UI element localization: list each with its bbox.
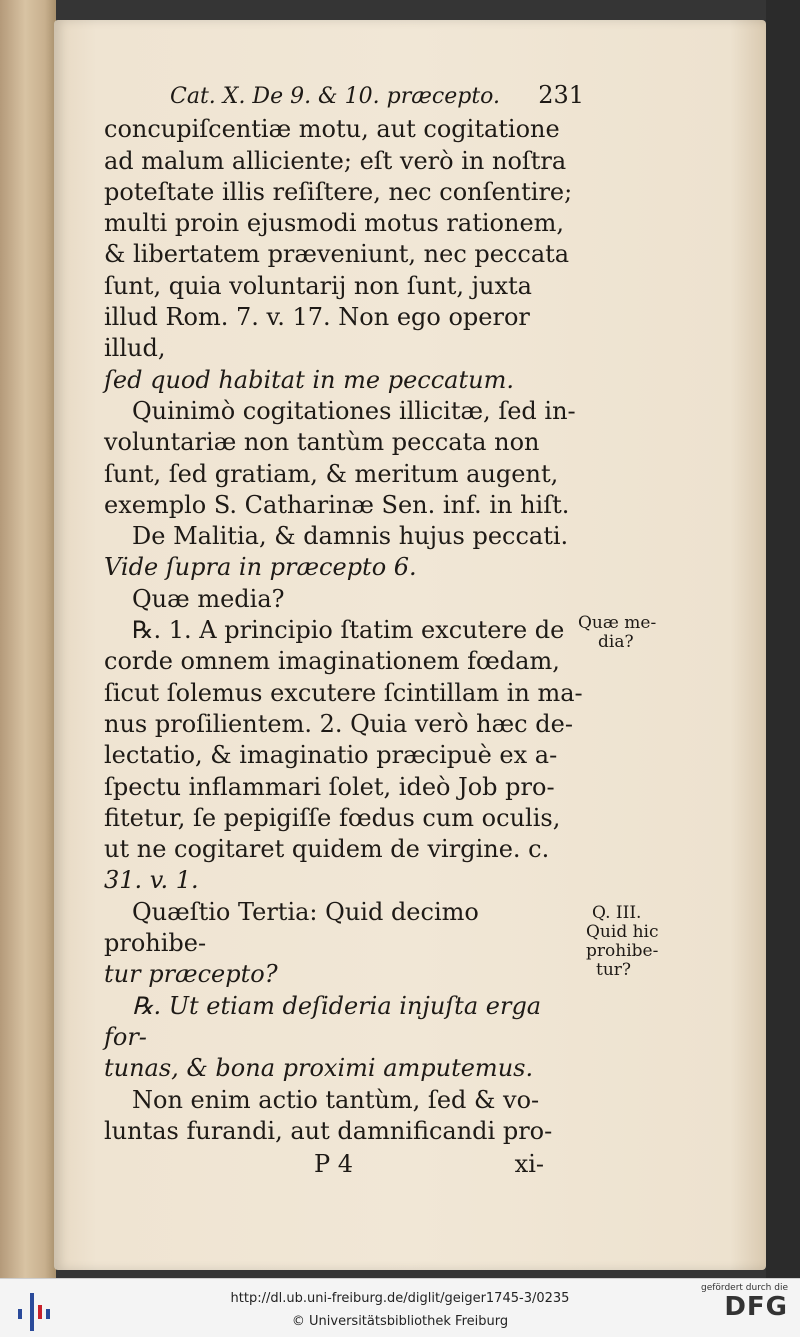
margin-note-line: Q. III. [592, 903, 642, 923]
text-line: corde omnem imaginationem fœdam, [104, 647, 560, 676]
running-title: Cat. X. De 9. & 10. præcepto. [170, 84, 501, 109]
page-text [104, 80, 584, 1180]
text-line: poteſtate illis reſiſtere, nec conſentire; [104, 177, 573, 206]
margin-note-line: dia? [598, 632, 634, 652]
text-line: 31. v. 1. [104, 866, 199, 895]
margin-note-line: tur? [596, 960, 632, 980]
margin-note-question [586, 904, 659, 980]
text-line: ſed quod habitat in me peccatum. [104, 365, 514, 394]
page-number: 231 [538, 81, 584, 109]
text-line: lectatio, & imaginatio præcipuè ex a- [104, 741, 558, 770]
viewer-footer [0, 1278, 800, 1337]
question-heading: Quæ media? [132, 584, 285, 613]
margin-note-line: prohibe- [586, 941, 659, 961]
left-page-edge [0, 0, 56, 1278]
text-line: ſunt, ſed gratiam, & meritum augent, [104, 459, 559, 488]
text-line: ℞. 1. A principio ſtatim excutere de [132, 616, 565, 645]
text-line: ut ne cogitaret quidem de virgine. c. [104, 835, 550, 864]
text-line: Quinimò cogitationes illicitæ, ſed in- [132, 396, 576, 425]
text-line: multi proin ejusmodi motus rationem, [104, 209, 565, 238]
text-line: tunas, & bona proximi amputemus. [104, 1054, 534, 1083]
text-line: ad malum alliciente; eſt verò in noſtra [104, 146, 567, 175]
text-line: exemplo S. Catharinæ Sen. inf. in hiſt. [104, 490, 570, 519]
permalink-url[interactable]: http://dl.ub.uni-freiburg.de/diglit/geiger1745-3/0235 [230, 1291, 570, 1306]
dfg-logo [701, 1283, 788, 1321]
section-heading: De Malitia, & damnis hujus peccati. [132, 522, 569, 551]
text-line: ſpectu inflammari ſolet, ideò Job pro- [104, 772, 555, 801]
margin-note-line: Quæ me- [578, 613, 657, 633]
text-line: Non enim actio tantùm, ſed & vo- [132, 1085, 540, 1114]
signature-line [104, 1149, 584, 1180]
catchword: xi- [514, 1150, 544, 1179]
margin-note-media [578, 614, 656, 652]
dfg-logo-text: DFG [724, 1292, 788, 1322]
text-line: nus proſilientem. 2. Quia verò hæc de- [104, 709, 573, 738]
funding-text: gefördert durch die [701, 1283, 788, 1293]
copyright-notice: © Universitätsbibliothek Freiburg [291, 1314, 509, 1329]
text-line: luntas furandi, aut damnificandi pro- [104, 1116, 553, 1145]
text-line: ſicut ſolemus excutere ſcintillam in ma- [104, 678, 583, 707]
text-line: illud Rom. 7. v. 17. Non ego operor illud, [104, 303, 530, 363]
text-line: voluntariæ non tantùm peccata non [104, 428, 540, 457]
text-line: ℞. Ut etiam deſideria injuſta erga for- [104, 991, 542, 1051]
text-line: tur præcepto? [104, 960, 278, 989]
text-line: fitetur, ſe pepigiſſe fœdus cum oculis, [104, 803, 561, 832]
right-dark-edge [766, 0, 800, 1278]
text-line: ſunt, quia voluntarij non ſunt, juxta [104, 271, 532, 300]
running-header [104, 80, 584, 112]
margin-note-line: Quid hic [586, 922, 659, 942]
signature-mark: P 4 [314, 1150, 354, 1179]
text-line: Vide ſupra in præcepto 6. [104, 553, 417, 582]
question-heading: Quæſtio Tertia: Quid decimo prohibe- [104, 897, 479, 958]
text-line: & libertatem præveniunt, nec peccata [104, 240, 570, 269]
text-line: concupiſcentiæ motu, aut cogitatione [104, 115, 560, 144]
